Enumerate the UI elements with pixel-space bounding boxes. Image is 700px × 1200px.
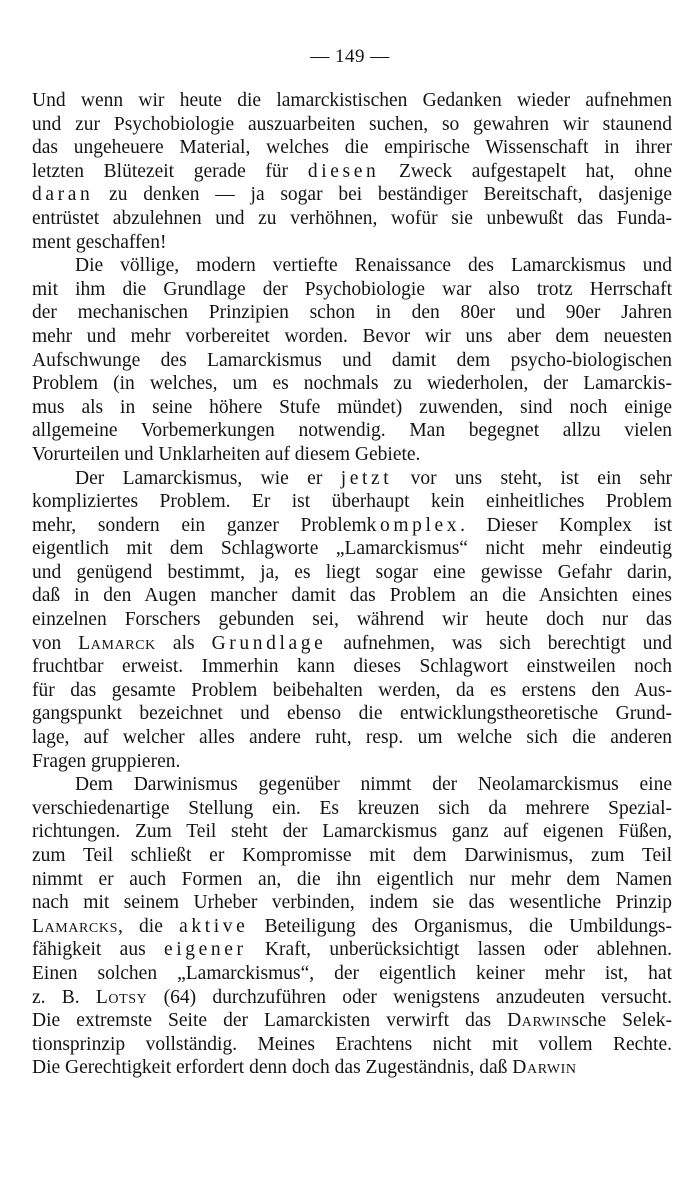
text-run: Dem Darwinismus gegenüber nimmt der Neolamarckismus eine bbox=[75, 774, 672, 796]
page-number: — 149 — bbox=[310, 46, 390, 67]
text-run: fruchtbar erweist. Immerhin kann dieses Schlagwort einstweilen noch bbox=[32, 656, 672, 678]
text-line bbox=[32, 207, 672, 231]
text-line bbox=[32, 349, 672, 373]
text-line bbox=[32, 183, 672, 207]
text-run: letzten Blütezeit gerade für bbox=[32, 160, 308, 182]
text-line bbox=[32, 891, 672, 915]
text-line bbox=[32, 467, 672, 491]
text-run: und zur Psychobiologie auszuarbeiten suchen, so gewahren wir staunend bbox=[32, 113, 672, 135]
small-caps-name: Lotsy bbox=[95, 986, 148, 1008]
text-line bbox=[32, 938, 672, 962]
text-line bbox=[32, 136, 672, 160]
text-run: Fragen gruppieren. bbox=[32, 750, 181, 772]
text-run: verschiedenartige Stellung ein. Es kreuzen sich da mehrere Spezial- bbox=[32, 797, 672, 819]
text-run: daß in den Augen mancher damit das Problem an die Ansichten eines bbox=[32, 585, 672, 607]
spaced-emphasis: eigener bbox=[164, 939, 247, 961]
text-line bbox=[32, 820, 672, 844]
text-line bbox=[32, 915, 672, 939]
text-run: eigentlich mit dem Schlagworte „Lamarckismus“ nicht mehr eindeutig bbox=[32, 538, 672, 560]
text-run: zu denken — ja sogar bei beständiger Bereitschaft, dasjenige bbox=[93, 184, 672, 206]
text-run: einzelnen Forschers gebunden sei, während wir heute doch nur das bbox=[32, 609, 672, 631]
text-line bbox=[32, 962, 672, 986]
text-line bbox=[32, 89, 672, 113]
text-run: richtungen. Zum Teil steht der Lamarckismus ganz auf eigenen Füßen, bbox=[32, 821, 672, 843]
text-line bbox=[32, 490, 672, 514]
text-line bbox=[32, 702, 672, 726]
spaced-emphasis: jetzt bbox=[340, 467, 393, 489]
text-run: kompliziertes Problem. Er ist überhaupt kein einheitliches Problem bbox=[32, 491, 672, 513]
paragraph bbox=[32, 467, 672, 774]
text-line bbox=[32, 561, 672, 585]
paragraph bbox=[32, 89, 672, 254]
text-run: allgemeine Vorbemerkungen notwendig. Man begegnet allzu vielen bbox=[32, 420, 672, 442]
text-run: als bbox=[155, 632, 212, 654]
text-line bbox=[32, 514, 672, 538]
text-run: mus als in seine höhere Stufe mündet) zuwenden, sind noch einige bbox=[32, 396, 672, 418]
text-run: . Dieser Komplex ist bbox=[460, 514, 672, 536]
text-run: Die völlige, modern vertiefte Renaissance des Lamarckismus und bbox=[75, 255, 672, 277]
small-caps-name: Darwin bbox=[512, 1057, 577, 1079]
text-run: Aufschwunge des Lamarckismus und damit dem psycho-biologischen bbox=[32, 349, 672, 371]
text-run: aufnehmen, was sich berechtigt und bbox=[326, 632, 672, 654]
text-run: und genügend bestimmt, ja, es liegt sogar eine gewisse Gefahr darin, bbox=[32, 561, 672, 583]
text-run: , die bbox=[117, 915, 180, 937]
text-line bbox=[32, 868, 672, 892]
text-line bbox=[32, 278, 672, 302]
text-line bbox=[32, 396, 672, 420]
text-run: Vorurteilen und Unklarheiten auf diesem Gebiete. bbox=[32, 443, 421, 465]
small-caps-name: Darwin bbox=[507, 1010, 572, 1032]
text-line bbox=[32, 231, 672, 255]
text-run: Der Lamarckismus, wie er bbox=[75, 467, 341, 489]
text-line bbox=[32, 584, 672, 608]
paragraph bbox=[32, 254, 672, 466]
text-run: der mechanischen Prinzipien schon in den 80er und 90er Jahren bbox=[32, 302, 672, 324]
text-run: ment geschaffen! bbox=[32, 231, 167, 253]
text-run: Einen solchen „Lamarckismus“, der eigentlich keiner mehr ist, hat bbox=[32, 962, 672, 984]
spaced-emphasis: daran bbox=[32, 184, 94, 206]
text-line bbox=[32, 773, 672, 797]
text-run: gangspunkt bezeichnet und ebenso die entwicklungstheoretische Grund- bbox=[32, 703, 672, 725]
text-line bbox=[32, 797, 672, 821]
text-run: Die Gerechtigkeit erfordert denn doch das Zugeständnis, daß bbox=[32, 1057, 513, 1079]
text-run: sche Selek- bbox=[571, 1010, 672, 1032]
text-run: von bbox=[32, 632, 79, 654]
spaced-emphasis: komplex bbox=[366, 514, 461, 536]
text-run: vor uns steht, ist ein sehr bbox=[392, 467, 672, 489]
small-caps-name: Lamarcks bbox=[32, 915, 118, 937]
text-run: mit ihm die Grundlage der Psychobiologie war also trotz Herrschaft bbox=[32, 278, 672, 300]
text-run: Die extremste Seite der Lamarckisten verwirft das bbox=[32, 1010, 508, 1032]
text-run: fähigkeit aus bbox=[32, 939, 165, 961]
paragraph bbox=[32, 773, 672, 1080]
text-line bbox=[32, 325, 672, 349]
text-run: lage, auf welcher alles andere ruht, resp. um welche sich die anderen bbox=[32, 727, 672, 749]
text-line bbox=[32, 301, 672, 325]
text-line bbox=[32, 679, 672, 703]
text-run: Und wenn wir heute die lamarckistischen Gedanken wieder aufnehmen bbox=[32, 90, 672, 111]
text-line bbox=[32, 160, 672, 184]
text-run: nimmt er auch Formen an, die ihn eigentlich nur mehr dem Namen bbox=[32, 868, 672, 890]
body-text bbox=[32, 89, 672, 1080]
text-line bbox=[32, 1009, 672, 1033]
text-run: mehr und mehr vorbereitet worden. Bevor wir uns aber dem neuesten bbox=[32, 325, 672, 347]
text-run: tionsprinzip vollständig. Meines Erachtens nicht mit vollem Rechte. bbox=[32, 1033, 672, 1055]
text-line bbox=[32, 113, 672, 137]
text-line bbox=[32, 726, 672, 750]
text-run: nach mit seinem Urheber verbinden, indem sie das wesentliche Prinzip bbox=[32, 892, 672, 914]
text-run: (64) durchzuführen oder wenigstens anzudeuten versucht. bbox=[147, 986, 672, 1008]
text-run: entrüstet abzulehnen und zu verhöhnen, wofür sie unbewußt das Funda- bbox=[32, 207, 672, 229]
text-line bbox=[32, 443, 672, 467]
text-line bbox=[32, 419, 672, 443]
text-line bbox=[32, 254, 672, 278]
text-line bbox=[32, 537, 672, 561]
text-line bbox=[32, 1056, 672, 1080]
text-run: zum Teil schließt er Kompromisse mit dem Darwinismus, zum Teil bbox=[32, 845, 672, 866]
text-run: Problem (in welches, um es nochmals zu wiederholen, der Lamarckis- bbox=[32, 373, 672, 395]
text-line bbox=[32, 655, 672, 679]
text-line bbox=[32, 608, 672, 632]
text-line bbox=[32, 844, 672, 868]
text-run: Zweck aufgestapelt hat, ohne bbox=[379, 160, 672, 182]
text-run: mehr, sondern ein ganzer Problem bbox=[32, 514, 367, 536]
text-line bbox=[32, 632, 672, 656]
text-run: das ungeheuere Material, welches die empirische Wissenschaft in ihrer bbox=[32, 137, 672, 159]
text-line bbox=[32, 1033, 672, 1057]
text-run: für das gesamte Problem beibehalten werden, da es erstens den Aus- bbox=[32, 679, 672, 701]
text-line bbox=[32, 750, 672, 774]
text-line bbox=[32, 986, 672, 1010]
small-caps-name: Lamarck bbox=[78, 632, 156, 654]
spaced-emphasis: diesen bbox=[307, 160, 380, 182]
spaced-emphasis: aktive bbox=[179, 915, 249, 937]
text-run: Beteiligung des Organismus, die Umbildungs- bbox=[248, 915, 672, 937]
text-run: z. B. bbox=[32, 986, 96, 1008]
spaced-emphasis: Grundlage bbox=[211, 632, 327, 654]
text-run: Kraft, unberücksichtigt lassen oder ablehnen. bbox=[246, 939, 672, 961]
text-line bbox=[32, 372, 672, 396]
